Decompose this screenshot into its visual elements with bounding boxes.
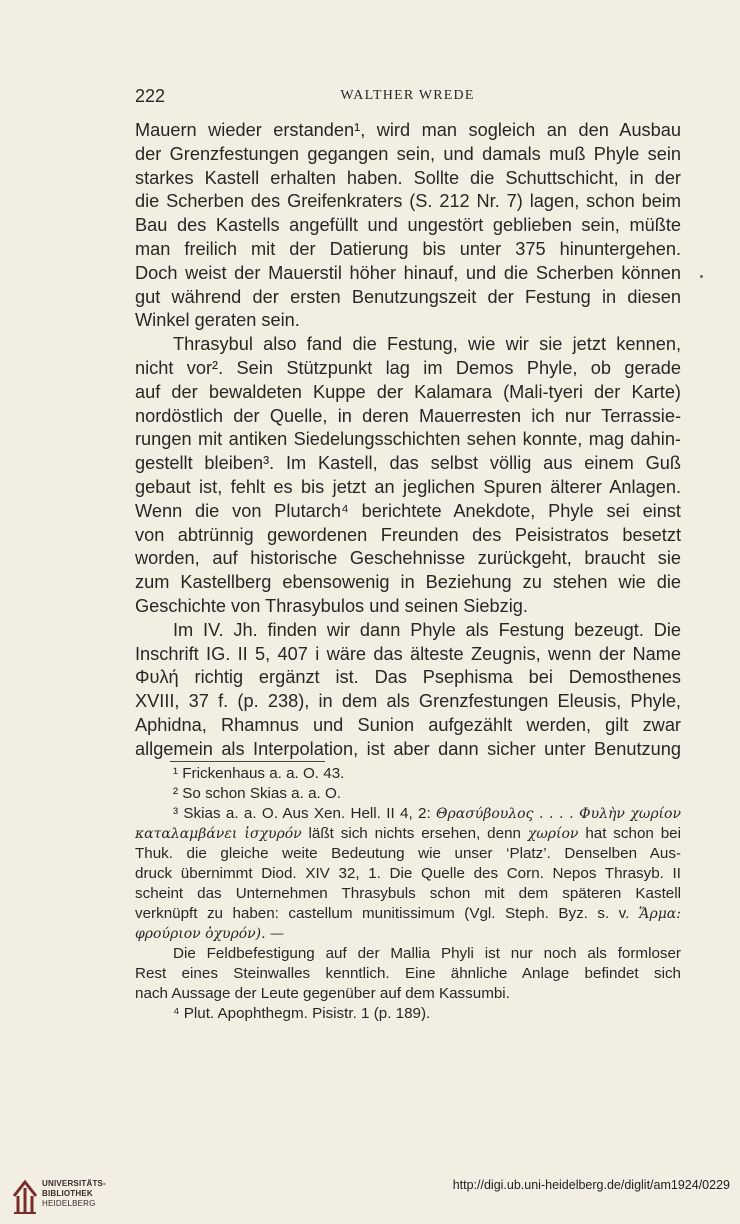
body-line: der Grenzfestungen gegangen sein, und damals muß Phyle sein [135, 143, 681, 164]
body-line: XVIII, 37 f. (p. 238), in dem als Grenzfestungen Eleusis, Phyle, [135, 691, 681, 712]
footnote-2: ² So schon Skias a. a. O. [173, 785, 341, 802]
running-head [135, 86, 680, 108]
footnote-3: ³ Skias a. a. O. Aus Xen. Hell. II 4, 2: Θρασύβουλος . . . . Φυλὴν χωρίον [173, 805, 681, 822]
body-line: starkes Kastell erhalten haben. Sollte die Schuttschicht, in der [135, 167, 681, 188]
body-line: Bau des Kastells angefüllt und ungestört geblieben sein, müßte [135, 215, 681, 236]
body-line: Mauern wieder erstanden¹, wird man sogleich an den Ausbau [135, 120, 681, 140]
body-line: nordöstlich der Quelle, in deren Mauerresten ich nur Terrassie- [135, 405, 681, 426]
body-line: die Scherben des Greifenkraters (S. 212 Nr. 7) lagen, schon beim [135, 191, 681, 212]
body-line: Wenn die von Plutarch⁴ berichtete Anekdote, Phyle sei einst [135, 500, 681, 521]
footnote-3-para2-line: Rest eines Steinwalles kenntlich. Eine ähnliche Anlage befindet sich [135, 965, 681, 982]
body-line: zum Kastellberg ebensowenig in Beziehung zu stehen wie die [135, 572, 681, 593]
body-line: Aphidna, Rhamnus und Sunion aufgezählt werden, gilt zwar [135, 714, 681, 735]
footnote-3-line [135, 924, 681, 944]
footnote-4: ⁴ Plut. Apophthegm. Pisistr. 1 (p. 189). [173, 1005, 431, 1022]
body-line: man freilich mit der Datierung bis unter 375 hinuntergehen. [135, 238, 681, 259]
body-line: Thrasybul also fand die Festung, wie wir sie jetzt kennen, [173, 334, 681, 355]
greek-word: χωρίον [527, 826, 579, 842]
body-line: gestellt bleiben³. Im Kastell, das selbst völlig aus einem Guß [135, 453, 681, 474]
greek-word: Ἅρμα: [638, 906, 681, 922]
page-url-link[interactable]: http://digi.ub.uni-heidelberg.de/diglit/am1924/0229 [452, 1178, 730, 1192]
body-line: allgemein als Interpolation, ist aber dann sicher unter Benutzung [135, 738, 681, 759]
library-name: UNIVERSITÄTS- BIBLIOTHEK HEIDELBERG [42, 1179, 106, 1208]
footnote-3-para2-line: Die Feldbefestigung auf der Mallia Phyli ist nur noch als formloser [173, 945, 681, 962]
body-line: Φυλή richtig ergänzt ist. Das Psephisma bei Demosthenes [135, 667, 681, 688]
body-line: auf der bewaldeten Kuppe der Kalamara (Mali-tyeri der Karte) [135, 381, 681, 402]
footer [0, 1170, 740, 1224]
body-line: Winkel geraten sein. [135, 310, 300, 331]
footnote-3-para2-line: nach Aussage der Leute gegenüber auf dem Kassumbi. [135, 985, 510, 1002]
body-line: gut während der ersten Benutzungszeit der Festung in diesen [135, 286, 681, 307]
footnote-3-line: Thuk. die gleiche weite Bedeutung wie unser ‘Platz’. Denselben Aus- [135, 845, 681, 862]
greek-quote: καταλαμβάνει ἰσχυρόν [135, 826, 302, 842]
footnote-3-line: καταλαμβάνει ἰσχυρόν läßt sich nichts ersehen, denn χωρίον hat schon bei [135, 825, 681, 842]
footnotes [135, 764, 681, 1024]
body-line: von abtrünnig gewordenen Freunden des Peisistratos besetzt [135, 524, 681, 545]
footnote-3-line: druck übernimmt Diod. XIV 32, 1. Die Quelle des Corn. Nepos Thrasyb. II [135, 865, 681, 882]
body-text [135, 119, 681, 762]
university-library-logo-icon [10, 1174, 40, 1216]
body-line: worden, auf historische Geschehnisse zurückgeht, braucht sie [135, 548, 681, 569]
footnote-divider [170, 761, 325, 762]
page-number: 222 [135, 86, 166, 106]
body-line: gebaut ist, fehlt es bis jetzt an jeglichen Spuren älterer Anlagen. [135, 476, 681, 497]
body-line: nicht vor². Sein Stützpunkt lag im Demos Phyle, ob gerade [135, 357, 681, 378]
body-line: Im IV. Jh. finden wir dann Phyle als Festung bezeugt. Die [173, 619, 681, 640]
greek-quote: φρούριον ὀχυρόν). — [135, 926, 285, 942]
body-line: rungen mit antiken Siedelungsschichten sehen konnte, mag dahin- [135, 429, 681, 450]
scan-speck [700, 275, 703, 278]
footnote-3-line: scheint das Unternehmen Thrasybuls schon mit dem späteren Kastell [135, 885, 681, 902]
greek-quote: Θρασύβουλος . . . . Φυλὴν χωρίον [436, 806, 681, 822]
body-line: Geschichte von Thrasybulos und seinen Siebzig. [135, 595, 528, 616]
body-line: Doch weist der Mauerstil höher hinauf, und die Scherben können [135, 262, 681, 283]
footnote-3-line: verknüpft zu haben: castellum munitissimum (Vgl. Steph. Byz. s. v. Ἅρμα: [135, 905, 681, 922]
body-line: Inschrift IG. II 5, 407 i wäre das älteste Zeugnis, wenn der Name [135, 643, 681, 664]
running-title: WALTHER WREDE [340, 88, 475, 103]
footnote-1: ¹ Frickenhaus a. a. O. 43. [173, 765, 345, 782]
